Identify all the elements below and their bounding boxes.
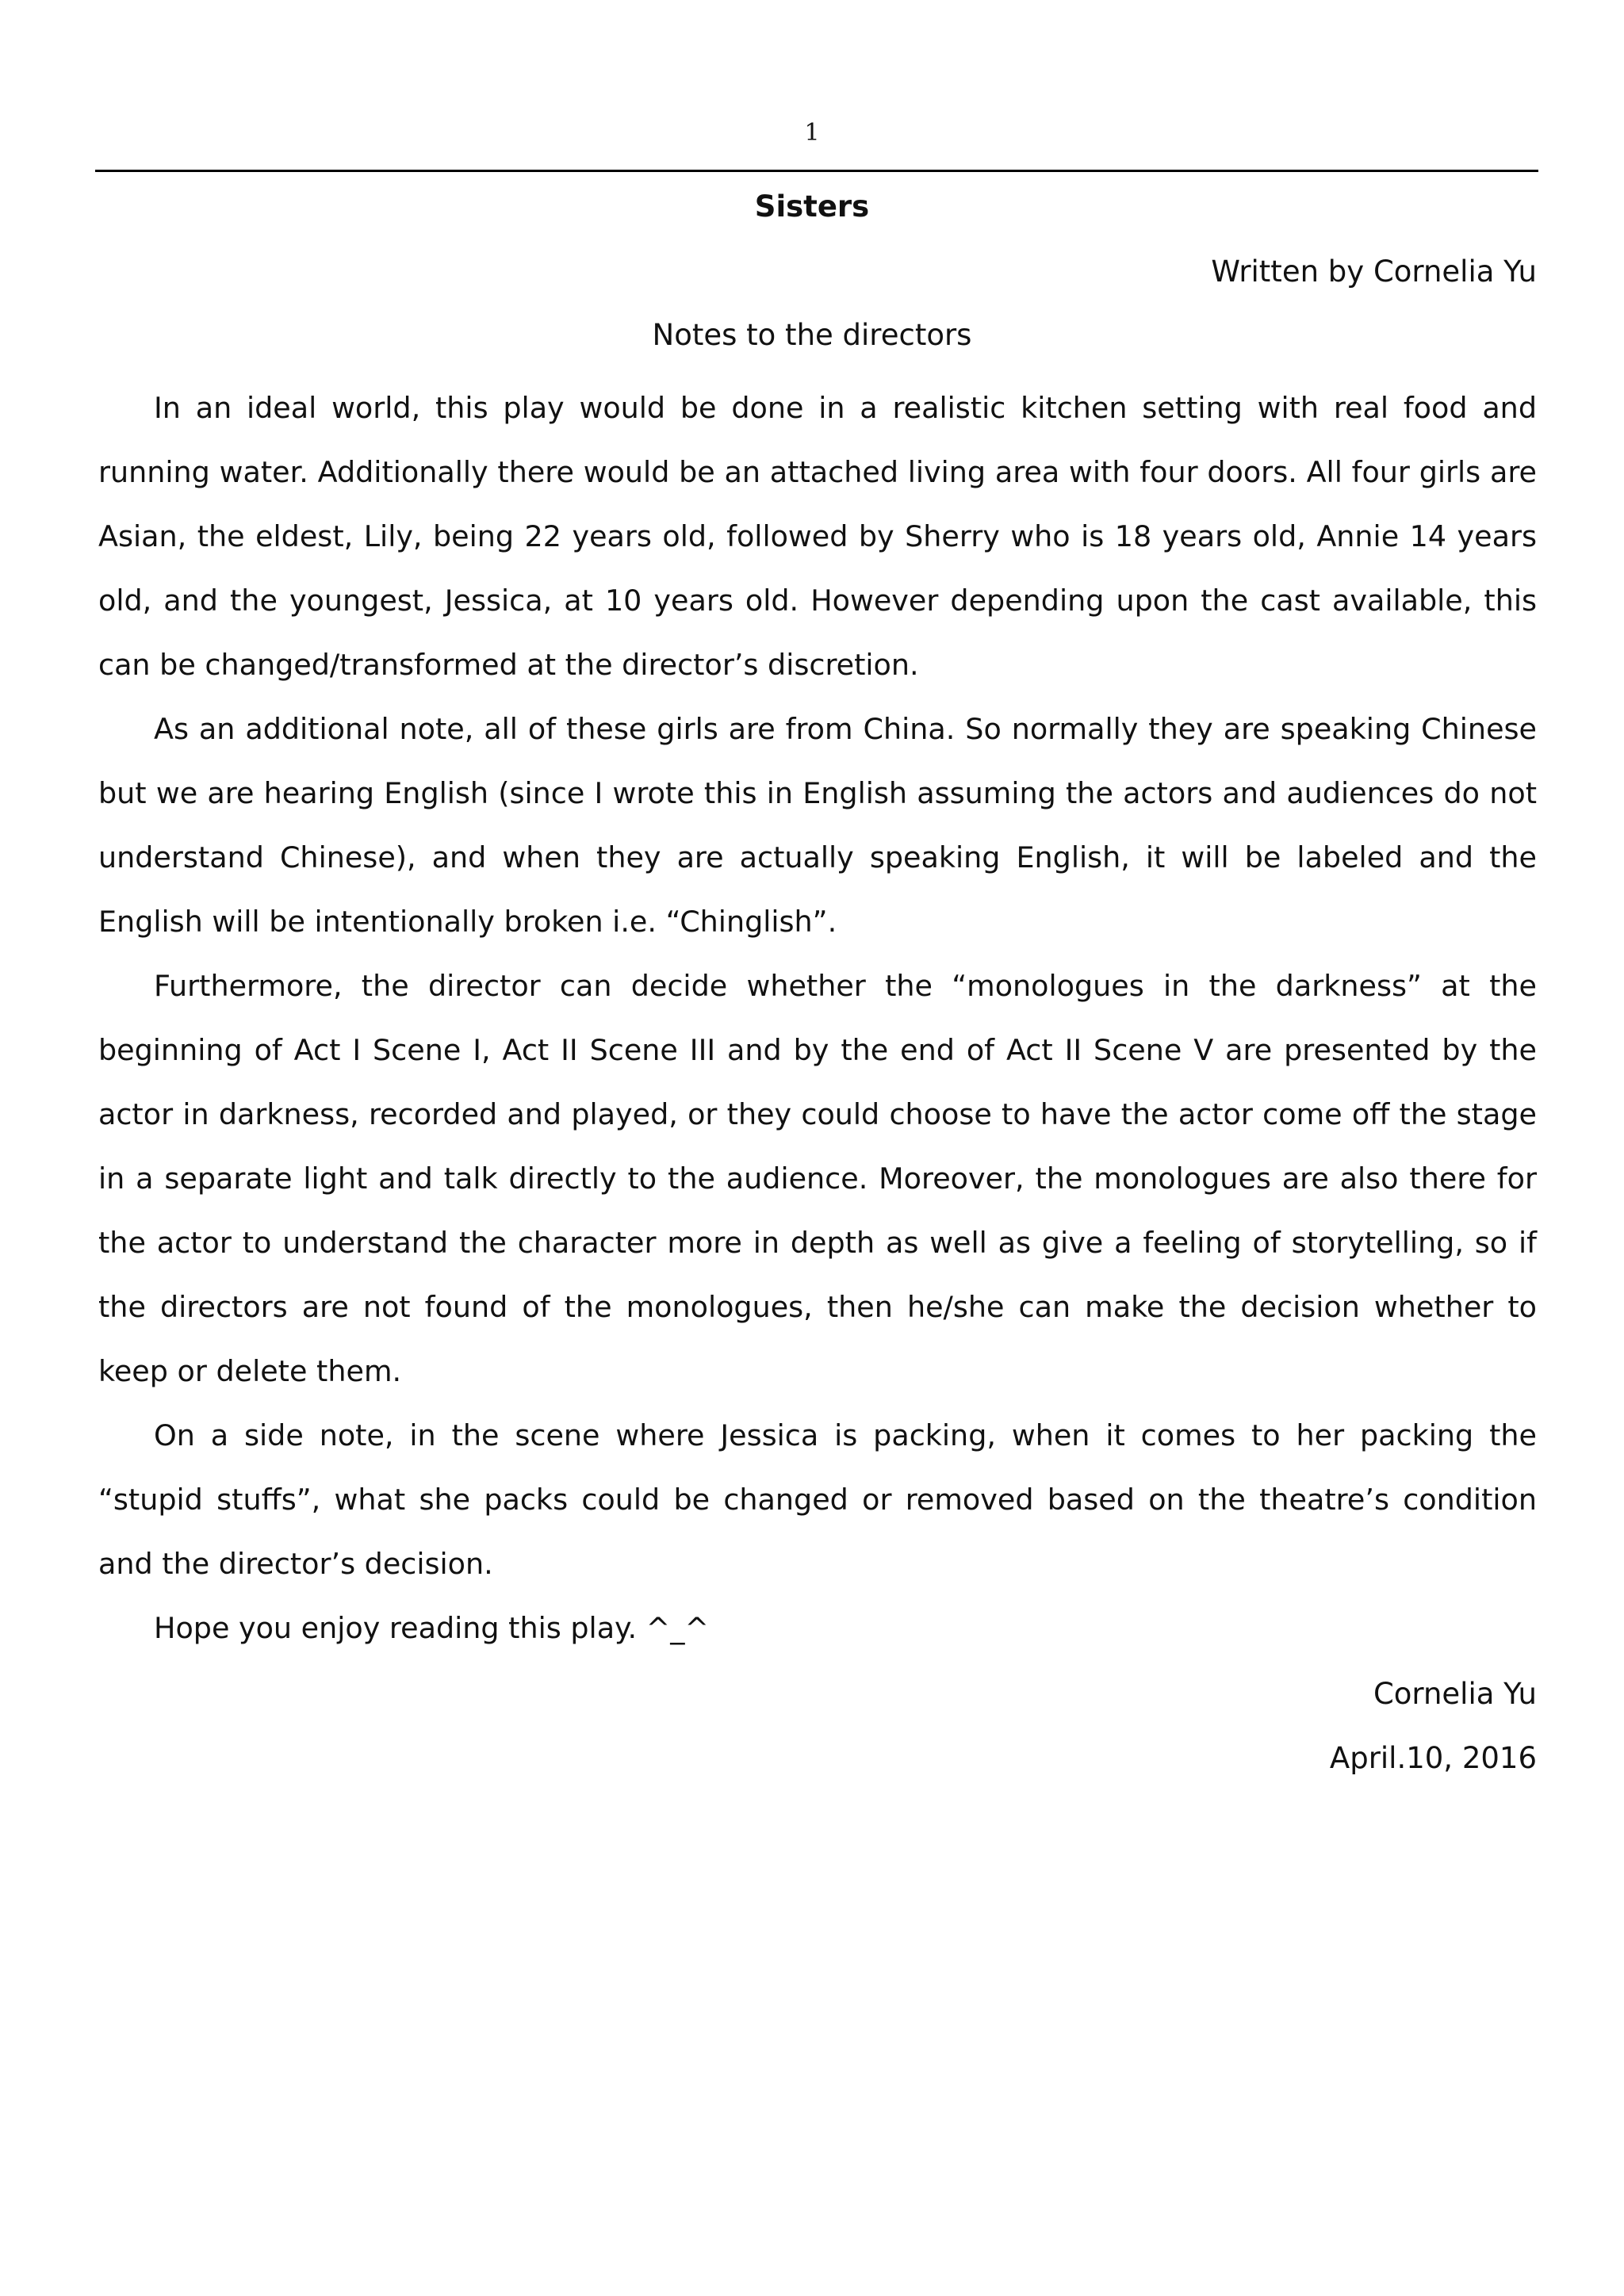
paragraph-setting: In an ideal world, this play would be done in a realistic kitchen setting with real food and running water. Additionally there would be an attached living area with four doors. All four girls are Asian, the eldest, Lily, being 22 years old, followed by Sherry who is 18 years old, Annie 14 years old, and the youngest, Jessica, at 10 years old. However depending upon the cast available, this can be changed/transformed at the director’s discretion. bbox=[98, 391, 1537, 682]
signature-name: Cornelia Yu bbox=[1373, 1677, 1537, 1711]
paragraph-packing: On a side note, in the scene where Jessica is packing, when it comes to her packing the “stupid stuffs”, what she packs could be changed or removed based on the theatre’s condition and the director’s decision. bbox=[98, 1418, 1537, 1581]
paragraph-closing: Hope you enjoy reading this play. ^_^ bbox=[154, 1611, 710, 1645]
author-line: Written by Cornelia Yu bbox=[1211, 254, 1537, 289]
document-title: Sisters bbox=[754, 189, 870, 224]
signature-date: April.10, 2016 bbox=[1329, 1741, 1537, 1775]
notes-body bbox=[98, 376, 1537, 1660]
signature-block bbox=[1330, 1662, 1537, 1790]
page-number: 1 bbox=[804, 119, 820, 147]
paragraph-language: As an additional note, all of these girls are from China. So normally they are speaking Chinese but we are hearing English (since I wrote this in English assuming the actors and audiences do not understand Chinese), and when they are actually speaking English, it will be labeled and the English will be intentionally broken i.e. “Chinglish”. bbox=[98, 712, 1537, 939]
notes-heading: Notes to the directors bbox=[652, 318, 972, 352]
header-divider bbox=[95, 170, 1538, 172]
paragraph-monologues: Furthermore, the director can decide whether the “monologues in the darkness” at the beginning of Act I Scene I, Act II Scene III and by the end of Act II Scene V are presented by the actor in darkness, recorded and played, or they could choose to have the actor come off the stage in a separate light and talk directly to the audience. Moreover, the monologues are also there for the actor to understand the character more in depth as well as give a feeling of storytelling, so if the directors are not found of the monologues, then he/she can make the decision whether to keep or delete them. bbox=[98, 969, 1537, 1388]
